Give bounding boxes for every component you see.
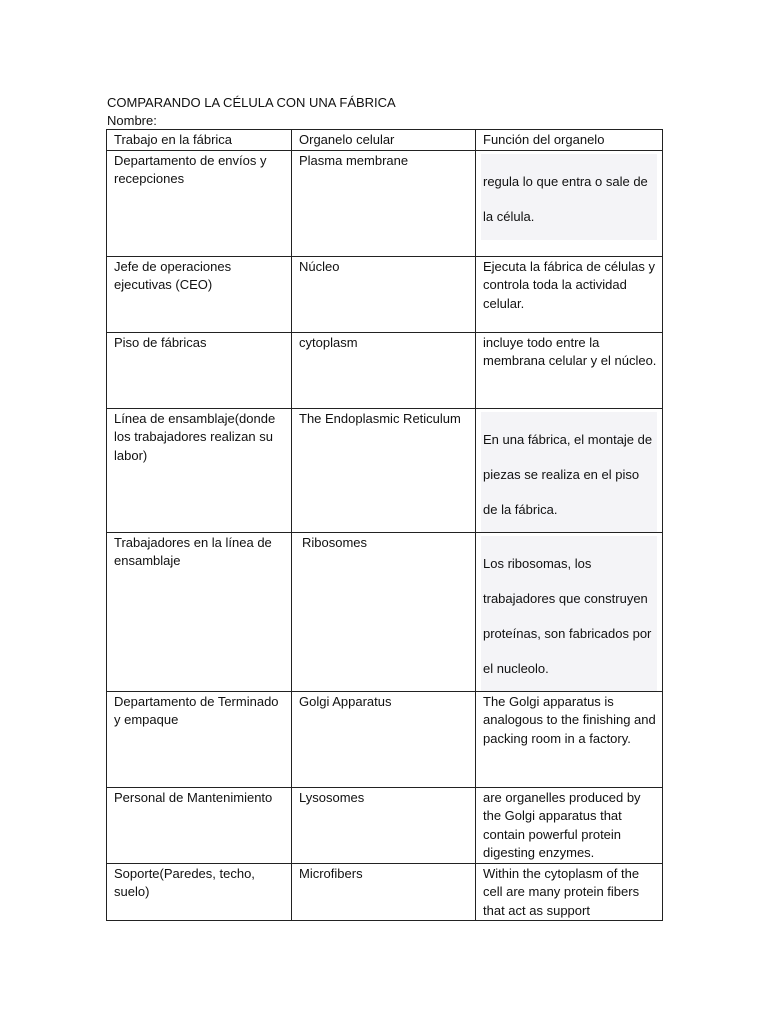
cell-factory-job (107, 787, 292, 863)
cell-organelle (292, 332, 476, 408)
cell-text: Los ribosomas, los trabajadores que construyen proteínas, son fabricados por el nucleolo. (481, 536, 657, 692)
cell-text: En una fábrica, el montaje de piezas se realiza en el piso de la fábrica. (481, 412, 657, 533)
cell-text: Jefe de operaciones ejecutivas (CEO) (114, 258, 232, 292)
cell-organelle (292, 408, 476, 532)
cell-text: regula lo que entra o sale de la célula. (481, 154, 657, 240)
comparison-table (106, 129, 663, 921)
cell-function (476, 532, 663, 691)
cell-text: incluye todo entre la membrana celular y el núcleo. (483, 334, 657, 368)
cell-factory-job (107, 691, 292, 787)
cell-function (476, 787, 663, 863)
cell-organelle (292, 787, 476, 863)
cell-text: Departamento de envíos y recepciones (114, 152, 267, 186)
cell-factory-job (107, 150, 292, 256)
table-row (107, 863, 663, 921)
cell-function (476, 408, 663, 532)
cell-text: cytoplasm (299, 334, 358, 350)
cell-factory-job (107, 332, 292, 408)
header-factory-job: Trabajo en la fábrica (107, 130, 292, 151)
table-row (107, 787, 663, 863)
table-row (107, 332, 663, 408)
table-header-row (107, 130, 663, 151)
table-row (107, 408, 663, 532)
cell-function (476, 256, 663, 332)
cell-factory-job (107, 408, 292, 532)
cell-function (476, 863, 663, 921)
cell-organelle (292, 256, 476, 332)
cell-organelle (292, 691, 476, 787)
cell-text: Núcleo (299, 258, 340, 274)
cell-function (476, 691, 663, 787)
cell-organelle (292, 863, 476, 921)
cell-factory-job (107, 256, 292, 332)
cell-text: Personal de Mantenimiento (114, 789, 273, 805)
cell-text: are organelles produced by the Golgi apparatus that contain powerful protein digesting enzymes. (483, 789, 641, 860)
header-function: Función del organelo (476, 130, 663, 151)
cell-function (476, 150, 663, 256)
document-title: COMPARANDO LA CÉLULA CON UNA FÁBRICA (107, 95, 396, 110)
cell-text: Línea de ensamblaje(donde los trabajadores realizan su labor) (114, 410, 276, 463)
cell-function (476, 332, 663, 408)
cell-text: Golgi Apparatus (299, 693, 392, 709)
table-row (107, 256, 663, 332)
cell-text: Trabajadores en la línea de ensamblaje (114, 534, 272, 568)
table-row (107, 150, 663, 256)
cell-factory-job (107, 532, 292, 691)
cell-text: Lysosomes (299, 789, 365, 805)
cell-text: Microfibers (299, 865, 363, 881)
cell-text: Plasma membrane (299, 152, 409, 168)
cell-text: Ejecuta la fábrica de células y controla toda la actividad celular. (483, 258, 655, 311)
table-row (107, 532, 663, 691)
table-row (107, 691, 663, 787)
cell-text: Departamento de Terminado y empaque (114, 693, 279, 727)
cell-text: Soporte(Paredes, techo, suelo) (114, 865, 255, 899)
cell-text: The Golgi apparatus is analogous to the finishing and packing room in a factory. (483, 693, 656, 746)
cell-organelle (292, 150, 476, 256)
cell-factory-job (107, 863, 292, 921)
cell-organelle (292, 532, 476, 691)
cell-text: Within the cytoplasm of the cell are many protein fibers that act as support (483, 865, 640, 918)
header-organelle: Organelo celular (292, 130, 476, 151)
cell-text: Piso de fábricas (114, 334, 207, 350)
cell-text: Ribosomes (302, 534, 368, 550)
cell-text: The Endoplasmic Reticulum (299, 410, 461, 426)
name-label: Nombre: (107, 113, 157, 128)
